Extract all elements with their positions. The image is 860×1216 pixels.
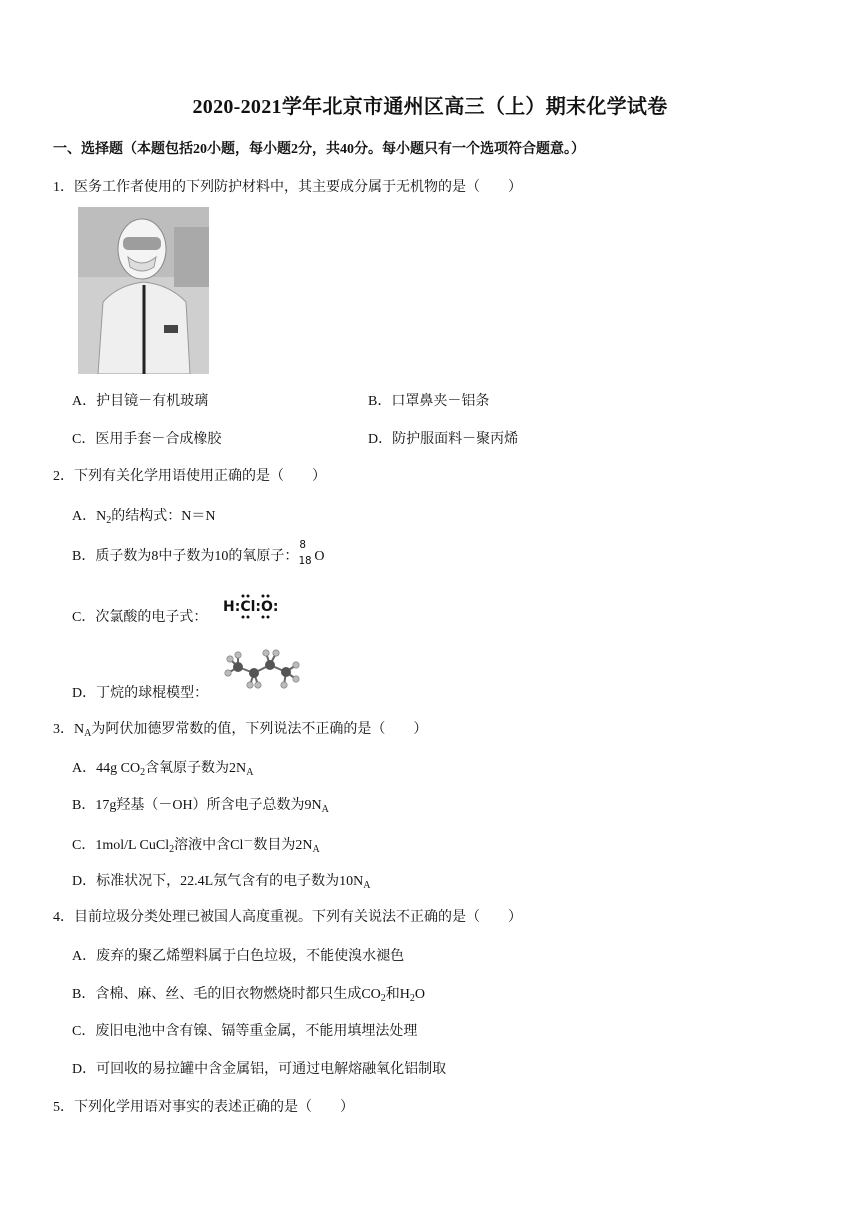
q3-c-superscript: － [243,836,254,847]
question-4-stem: 4．目前垃圾分类处理已被国人高度重视。下列有关说法不正确的是（ ） [53,910,522,925]
q3-a-text-2: 含氧原子数为2N [145,761,247,776]
q3-a-text-1: A．44g CO [72,761,141,776]
question-3-stem [53,718,427,739]
isotope-symbol: O [314,549,325,564]
q2-a-text-2: 的结构式：N＝N [111,509,216,524]
hypochlorous-electron-formula [222,592,278,625]
q3-b-text: B．17g羟基（－OH）所含电子总数为9N [72,798,322,813]
q4-b-subscript-2: 2 [409,993,415,1004]
q3-stem-text-1: 3．N [53,722,85,737]
q3-d-subscript: A [363,880,371,891]
q4-b-text-2: 和H [385,987,410,1002]
q3-option-a [72,757,253,778]
butane-ball-stick-model [224,645,304,700]
q3-c-subscript-2: A [312,844,320,855]
isotope-top-number: 8 [299,538,306,551]
q3-c-text-3: 数目为2N [253,838,313,853]
q3-a-subscript-1: 2 [140,767,146,778]
q3-c-text-2: 溶液中含Cl [174,838,244,853]
q2-option-a [72,505,215,526]
q4-b-text-3: O [414,987,426,1002]
section-heading: 一、选择题（本题包括20小题，每小题2分，共40分。每小题只有一个选项符合题意。） [53,142,585,157]
question-2-stem: 2．下列有关化学用语使用正确的是（ ） [53,469,326,484]
butane-model-image [224,645,304,695]
q3-d-text: D．标准状况下，22.4L氖气含有的电子数为10N [72,874,364,889]
q3-stem-text-2: 为阿伏加德罗常数的值，下列说法不正确的是（ ） [91,722,428,737]
q3-option-c [72,832,320,855]
question-1-stem: 1．医务工作者使用的下列防护材料中，其主要成分属于无机物的是（ ） [53,180,522,195]
q3-option-b [72,794,329,815]
q4-b-text-1: B．含棉、麻、丝、毛的旧衣物燃烧时都只生成CO [72,987,381,1002]
q3-c-text-1: C．1mol/L CuCl [72,838,170,853]
q3-option-d [72,870,371,891]
protective-suit-photo [78,207,209,374]
q4-option-a: A．废弃的聚乙烯塑料属于白色垃圾，不能使溴水褪色 [72,949,405,964]
q1-option-c: C．医用手套－合成橡胶 [72,432,222,447]
electron-formula-text: H:Cl:O: [223,599,278,615]
q2-a-text-1: A．N [72,509,107,524]
q3-a-subscript-2: A [246,767,254,778]
q3-b-subscript: A [321,804,329,815]
isotope-notation [298,538,314,568]
protective-suit-image [78,207,209,374]
q2-b-text: B．质子数为8中子数为10的氧原子： [72,549,299,564]
q2-option-b [72,538,325,568]
q3-c-subscript-1: 2 [169,844,175,855]
q1-option-b: B．口罩鼻夹－铝条 [368,394,490,409]
q3-stem-subscript: A [84,728,92,739]
question-5-stem: 5．下列化学用语对事实的表述正确的是（ ） [53,1100,354,1115]
q2-option-d: D．丁烷的球棍模型： [72,686,209,701]
q4-option-b [72,983,425,1004]
page-title: 2020-2021学年北京市通州区高三（上）期末化学试卷 [192,96,668,118]
isotope-bottom-number: 18 [298,554,312,567]
q2-a-subscript: 2 [106,515,112,526]
electron-dot-image [222,592,278,620]
q4-b-subscript-1: 2 [380,993,386,1004]
q4-option-d: D．可回收的易拉罐中含金属铝，可通过电解熔融氧化铝制取 [72,1062,447,1077]
q1-option-d: D．防护服面料－聚丙烯 [368,432,519,447]
q2-option-c: C．次氯酸的电子式： [72,610,208,625]
q1-option-a: A．护目镜－有机玻璃 [72,394,209,409]
q4-option-c: C．废旧电池中含有镍、镉等重金属，不能用填埋法处理 [72,1024,418,1039]
